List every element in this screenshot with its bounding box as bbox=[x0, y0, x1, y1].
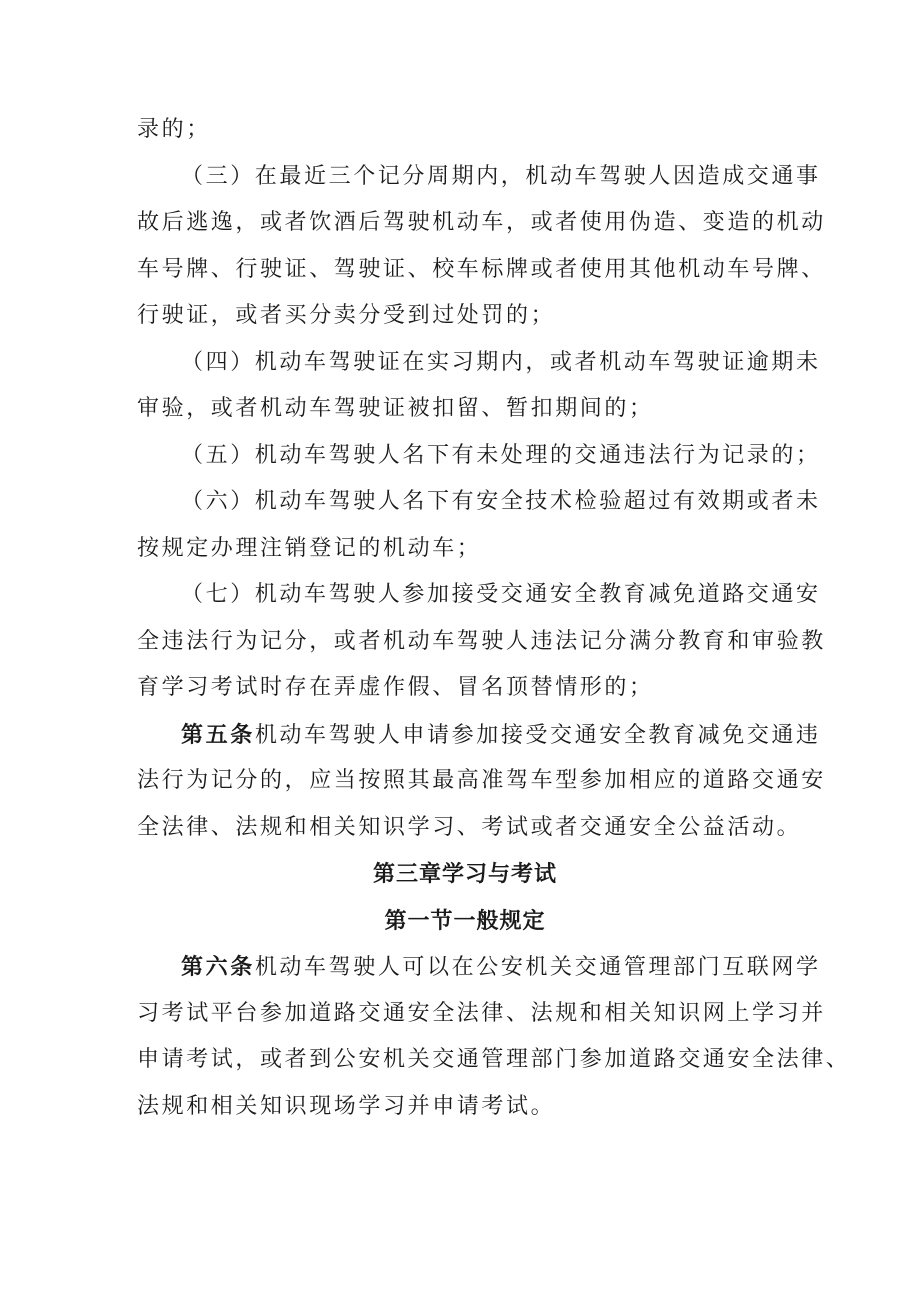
text-line: 全法律、法规和相关知识学习、考试或者交通安全公益活动。 bbox=[137, 814, 802, 840]
document-body bbox=[137, 107, 851, 1130]
chapter-heading: 第三章学习与考试 bbox=[372, 861, 557, 887]
list-item-6: （六）机动车驾驶人名下有安全技术检验超过有效期或者未 bbox=[181, 489, 821, 514]
article-5-text: 机动车驾驶人申请参加接受交通安全教育减免交通违 bbox=[254, 722, 821, 748]
article-6-text: 机动车驾驶人可以在公安机关交通管理部门互联网学 bbox=[254, 955, 821, 980]
text-line: 全违法行为记分，或者机动车驾驶人违法记分满分教育和审验教 bbox=[137, 628, 826, 654]
text-line: 录的； bbox=[137, 117, 211, 142]
text-line: 育学习考试时存在弄虚作假、冒名顶替情形的； bbox=[137, 675, 654, 700]
text-line: 故后逃逸，或者饮酒后驾驶机动车，或者使用伪造、变造的机动 bbox=[137, 210, 826, 235]
text-line: 法规和相关知识现场学习并申请考试。 bbox=[137, 1093, 556, 1119]
text-line: 申请考试，或者到公安机关交通管理部门参加道路交通安全法律、 bbox=[137, 1047, 851, 1072]
list-item-5: （五）机动车驾驶人名下有未处理的交通违法行为记录的； bbox=[181, 442, 821, 468]
article-6-first-line bbox=[137, 944, 821, 991]
text-line: 车号牌、行驶证、驾驶证、校车标牌或者使用其他机动车号牌、 bbox=[137, 256, 826, 282]
article-5-label: 第五条 bbox=[181, 721, 255, 748]
article-5-first-line bbox=[137, 712, 821, 759]
text-line: 习考试平台参加道路交通安全法律、法规和相关知识网上学习并 bbox=[137, 1000, 826, 1026]
article-6-label: 第六条 bbox=[181, 954, 255, 980]
text-line: 按规定办理注销登记的机动车； bbox=[137, 535, 482, 561]
list-item-7: （七）机动车驾驶人参加接受交通安全教育减免道路交通安 bbox=[181, 582, 821, 607]
list-item-4: （四）机动车驾驶证在实习期内，或者机动车驾驶证逾期未 bbox=[181, 349, 821, 375]
text-line: 审验，或者机动车驾驶证被扣留、暂扣期间的； bbox=[137, 396, 654, 421]
text-line: 行驶证，或者买分卖分受到过处罚的； bbox=[137, 303, 556, 328]
text-line: 法行为记分的，应当按照其最高准驾车型参加相应的道路交通安 bbox=[137, 768, 826, 793]
section-heading: 第一节一般规定 bbox=[384, 907, 546, 934]
list-item-3: （三）在最近三个记分周期内，机动车驾驶人因造成交通事 bbox=[181, 163, 821, 189]
